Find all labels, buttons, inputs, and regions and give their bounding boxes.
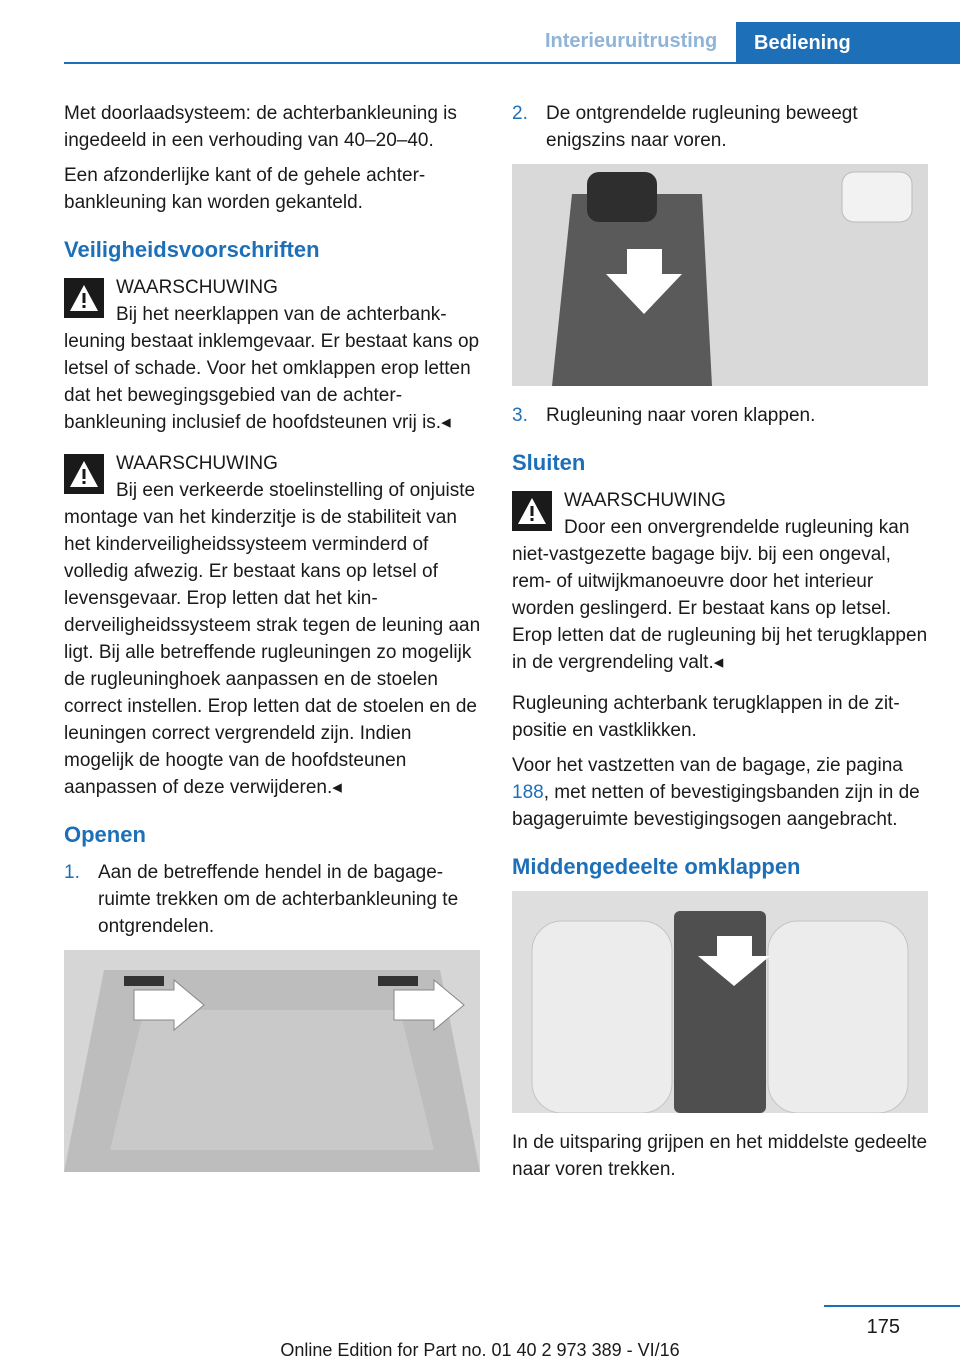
list-item	[64, 859, 482, 940]
trunk-release-levers-image	[64, 950, 480, 1172]
open-heading: Openen	[64, 822, 146, 847]
close-paragraph: Rugleuning achterbank terugklappen in de zitpositie en vastklikken.	[512, 693, 900, 741]
middle-paragraph: In de uitsparing grijpen en het middelste gedeelte naar voren trekken.	[512, 1132, 928, 1180]
warning-text: Door een onvergrendelde rugleuning kan niet-vastgezette bagage bijv. bij een ongeval, rem- of uitwijkmanoeuvre door het interieur worden geslingerd. Er bestaat kans op letsel. Erop letten dat de rugleuning bij het terugklappen in de vergrendeling valt.◂	[512, 517, 928, 673]
intro-paragraph: Een afzonderlijke kant of de gehele achterbankleuning kan worden gekanteld.	[64, 165, 426, 213]
header-section-title: Interieuruitrusting	[545, 30, 718, 52]
step-number: 1.	[64, 862, 80, 883]
step-text: Rugleuning naar voren klappen.	[546, 405, 816, 426]
warning-text: Bij het neerklappen van de achterbankleuning bestaat inklemgevaar. Er bestaat kans op letsel of schade. Voor het omklappen erop letten dat het bewegingsgebied van de achterbankleuning inclusief de hoofdsteunen vrij is.◂	[64, 304, 480, 433]
edition-footer: Online Edition for Part no. 01 40 2 973 389 - VI/16	[280, 1340, 680, 1360]
warning-block	[64, 450, 482, 801]
step-number: 2.	[512, 103, 528, 124]
list-item	[512, 402, 930, 429]
step-text: Aan de betreffende hendel in de bagageruimte trekken om de achterbankleuning te ontgrendelen.	[98, 862, 459, 937]
safety-heading: Veiligheidsvoorschriften	[64, 237, 320, 262]
warning-label: WAARSCHUWING	[116, 277, 278, 298]
cargo-paragraph	[512, 752, 930, 833]
intro-paragraph: Met doorlaadsysteem: de achterbankleuning is ingedeeld in een verhouding van 40–20–40.	[64, 103, 457, 151]
warning-block	[512, 487, 930, 676]
warning-block	[64, 274, 482, 436]
warning-triangle-icon	[64, 454, 104, 494]
step-text: De ontgrendelde rugleuning beweegt enigszins naar voren.	[546, 103, 858, 151]
right-column	[512, 100, 930, 1191]
open-steps-continued	[512, 100, 930, 154]
warning-text: Bij een verkeerde stoelinstelling of onjuiste montage van het kinderzitje is de stabiliteit van het kinderveiligheidssysteem verminderd of volledig afwezig. Er bestaat kans op letsel of levensgevaar. Erop letten dat het kinderveiligheidssysteem strak tegen de leuning aan ligt. Bij alle betreffende rugleuningen zo mogelijk de rugleuninghoek aanpassen en de stoelen correct instellen. Erop letten dat de stoelen en de leuningen correct vergrendeld zijn. Indien mogelijk de hoogte van de hoofdsteunen aanpassen of deze verwijderen.◂	[64, 480, 481, 798]
page-reference-link[interactable]: 188	[512, 782, 544, 803]
warning-label: WAARSCHUWING	[116, 453, 278, 474]
middle-section-heading: Middengedeelte omklappen	[512, 854, 801, 879]
close-heading: Sluiten	[512, 450, 586, 475]
warning-label: WAARSCHUWING	[564, 490, 726, 511]
header-chapter-tab: Bediening	[736, 22, 960, 64]
open-steps	[64, 859, 482, 940]
seatback-unlocked-image	[512, 164, 928, 386]
middle-section-image	[512, 891, 928, 1113]
list-item	[512, 100, 930, 154]
page-number: 175	[866, 1316, 900, 1338]
cargo-text: , met netten of bevestigingsbanden zijn in de bagageruimte bevestigingsogen aangebracht.	[512, 782, 920, 830]
cargo-text: Voor het vastzetten van de bagage, zie pagina	[512, 755, 903, 776]
step-number: 3.	[512, 405, 528, 426]
warning-triangle-icon	[64, 278, 104, 318]
left-column	[64, 100, 482, 1188]
open-steps-continued	[512, 402, 930, 429]
warning-triangle-icon	[512, 491, 552, 531]
footer-rule	[824, 1305, 960, 1307]
